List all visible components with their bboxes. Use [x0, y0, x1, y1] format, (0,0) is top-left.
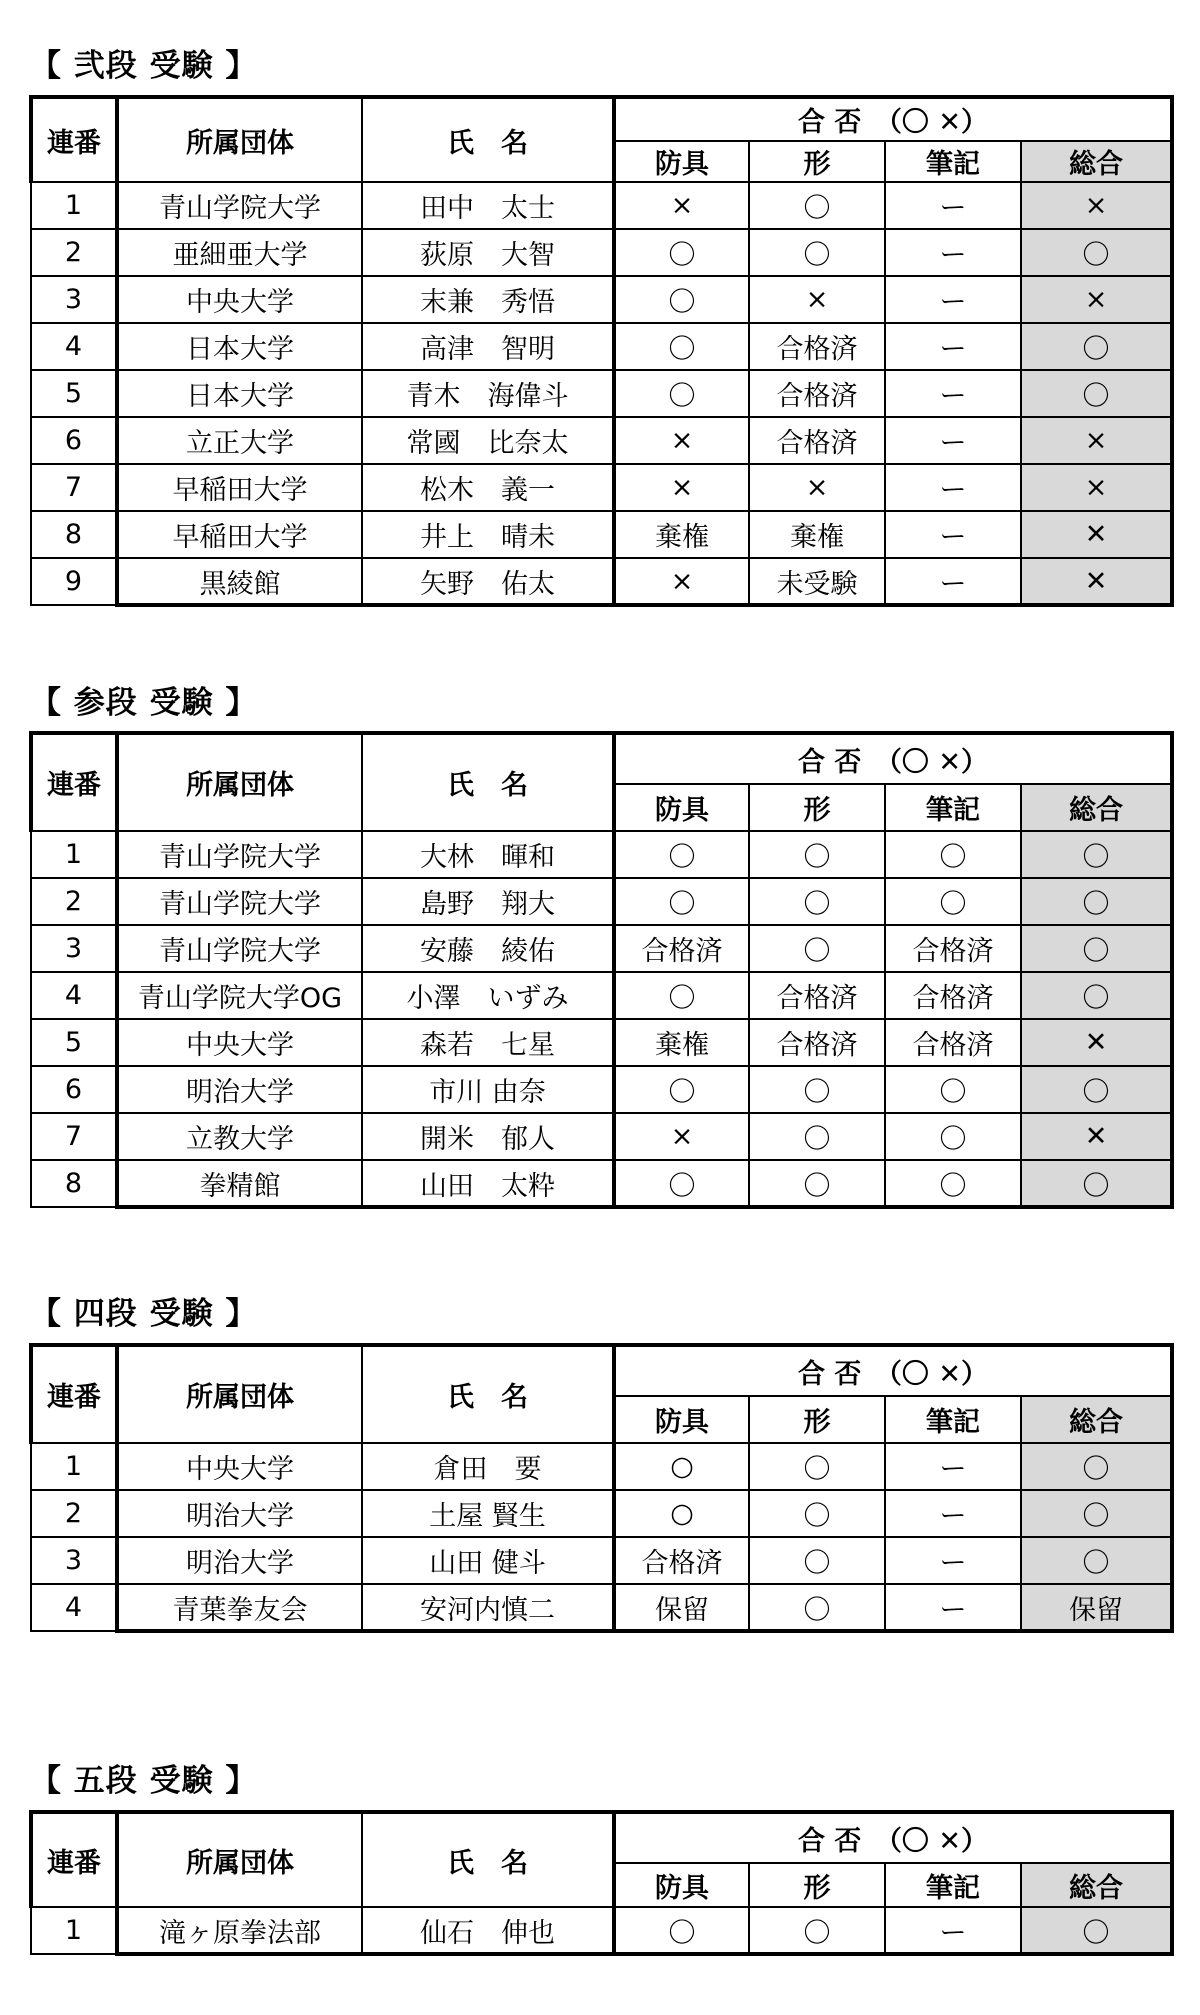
header-bougu: 防具: [614, 1396, 749, 1443]
header-name: 氏 名: [362, 1345, 614, 1443]
cell-no: 2: [31, 229, 117, 276]
table-row: [31, 1537, 1172, 1584]
section-title: 【 参段 受験 】: [30, 685, 258, 721]
cell-name: 田中 太士: [362, 182, 614, 229]
header-org: 所属団体: [117, 97, 362, 182]
cell-hikki: 〇: [885, 1066, 1021, 1113]
cell-name: 松木 義一: [362, 464, 614, 511]
table-row: [31, 464, 1172, 511]
header-no: 連番: [31, 1345, 117, 1443]
cell-hikki: 〇: [885, 1113, 1021, 1160]
cell-org: 黒綾館: [117, 558, 362, 605]
cell-bougu: 〇: [614, 972, 749, 1019]
table-row: [31, 1113, 1172, 1160]
section-title: 【 弐段 受験 】: [30, 48, 258, 84]
cell-bougu: 合格済: [614, 925, 749, 972]
header-sougou: 総合: [1021, 1396, 1172, 1443]
cell-name: 市川 由奈: [362, 1066, 614, 1113]
cell-no: 3: [31, 276, 117, 323]
table-row: [31, 417, 1172, 464]
cell-hikki: ー: [885, 417, 1021, 464]
cell-no: 4: [31, 972, 117, 1019]
header-bougu: 防具: [614, 1863, 749, 1907]
results-table: [29, 1343, 1174, 1633]
cell-hikki: ー: [885, 1907, 1021, 1954]
cell-kata: 〇: [749, 925, 885, 972]
cell-kata: 〇: [749, 1907, 885, 1954]
cell-kata: 〇: [749, 1443, 885, 1490]
cell-kata: 〇: [749, 229, 885, 276]
cell-kata: 合格済: [749, 417, 885, 464]
header-no: 連番: [31, 1812, 117, 1907]
cell-hikki: ー: [885, 464, 1021, 511]
cell-hikki: ー: [885, 1584, 1021, 1631]
header-sougou: 総合: [1021, 1863, 1172, 1907]
cell-no: 5: [31, 1019, 117, 1066]
cell-sougou: 〇: [1021, 972, 1172, 1019]
header-result: 合 否 （〇 ✕）: [614, 1345, 1172, 1396]
cell-hikki: ー: [885, 323, 1021, 370]
cell-kata: 棄権: [749, 511, 885, 558]
cell-no: 1: [31, 831, 117, 878]
header-no: 連番: [31, 97, 117, 182]
cell-sougou: ×: [1021, 464, 1172, 511]
header-kata: 形: [749, 1863, 885, 1907]
cell-kata: 〇: [749, 1584, 885, 1631]
table-row: [31, 1584, 1172, 1631]
cell-org: 青山学院大学: [117, 925, 362, 972]
cell-hikki: ー: [885, 1490, 1021, 1537]
cell-org: 明治大学: [117, 1066, 362, 1113]
cell-no: 3: [31, 1537, 117, 1584]
header-bougu: 防具: [614, 784, 749, 831]
cell-bougu: 〇: [614, 229, 749, 276]
cell-kata: 合格済: [749, 972, 885, 1019]
cell-no: 1: [31, 182, 117, 229]
cell-org: 青山学院大学: [117, 878, 362, 925]
cell-bougu: ○: [614, 1443, 749, 1490]
table-body: [31, 831, 1172, 1207]
cell-kata: 合格済: [749, 323, 885, 370]
header-hikki: 筆記: [885, 141, 1021, 182]
cell-no: 4: [31, 323, 117, 370]
header-org: 所属団体: [117, 1812, 362, 1907]
header-hikki: 筆記: [885, 784, 1021, 831]
cell-name: 山田 健斗: [362, 1537, 614, 1584]
cell-bougu: ○: [614, 1490, 749, 1537]
cell-name: 森若 七星: [362, 1019, 614, 1066]
cell-kata: 〇: [749, 1113, 885, 1160]
cell-org: 日本大学: [117, 323, 362, 370]
cell-sougou: 〇: [1021, 1490, 1172, 1537]
cell-no: 2: [31, 1490, 117, 1537]
cell-bougu: 〇: [614, 370, 749, 417]
table-row: [31, 370, 1172, 417]
cell-name: 小澤 いずみ: [362, 972, 614, 1019]
cell-bougu: 〇: [614, 878, 749, 925]
cell-no: 6: [31, 1066, 117, 1113]
table-row: [31, 1490, 1172, 1537]
cell-sougou: ×: [1021, 182, 1172, 229]
cell-kata: ×: [749, 276, 885, 323]
table-row: [31, 925, 1172, 972]
table-body: [31, 1443, 1172, 1631]
table-row: [31, 1019, 1172, 1066]
cell-sougou: 〇: [1021, 878, 1172, 925]
cell-org: 青山学院大学: [117, 182, 362, 229]
cell-no: 8: [31, 511, 117, 558]
cell-name: 安河内慎二: [362, 1584, 614, 1631]
table-row: [31, 972, 1172, 1019]
cell-no: 9: [31, 558, 117, 605]
header-name: 氏 名: [362, 1812, 614, 1907]
section-title: 【 五段 受験 】: [30, 1763, 258, 1799]
table-row: [31, 511, 1172, 558]
cell-sougou: 〇: [1021, 370, 1172, 417]
header-kata: 形: [749, 784, 885, 831]
cell-kata: ×: [749, 464, 885, 511]
cell-hikki: ー: [885, 558, 1021, 605]
header-kata: 形: [749, 141, 885, 182]
cell-kata: 〇: [749, 1490, 885, 1537]
cell-org: 中央大学: [117, 276, 362, 323]
cell-no: 1: [31, 1443, 117, 1490]
table-row: [31, 1160, 1172, 1207]
cell-hikki: 〇: [885, 878, 1021, 925]
cell-name: 末兼 秀悟: [362, 276, 614, 323]
cell-name: 荻原 大智: [362, 229, 614, 276]
cell-no: 2: [31, 878, 117, 925]
cell-name: 土屋 賢生: [362, 1490, 614, 1537]
table-row: [31, 276, 1172, 323]
header-org: 所属団体: [117, 733, 362, 831]
cell-kata: 〇: [749, 1537, 885, 1584]
header-hikki: 筆記: [885, 1396, 1021, 1443]
cell-bougu: 保留: [614, 1584, 749, 1631]
cell-name: 常國 比奈太: [362, 417, 614, 464]
cell-sougou: ✕: [1021, 1019, 1172, 1066]
cell-name: 安藤 綾佑: [362, 925, 614, 972]
cell-org: 中央大学: [117, 1443, 362, 1490]
cell-name: 井上 晴未: [362, 511, 614, 558]
header-no: 連番: [31, 733, 117, 831]
cell-sougou: 〇: [1021, 1443, 1172, 1490]
cell-bougu: 〇: [614, 1066, 749, 1113]
header-hikki: 筆記: [885, 1863, 1021, 1907]
table-row: [31, 831, 1172, 878]
header-kata: 形: [749, 1396, 885, 1443]
table-body: [31, 182, 1172, 605]
cell-name: 矢野 佑太: [362, 558, 614, 605]
cell-no: 8: [31, 1160, 117, 1207]
cell-org: 青葉拳友会: [117, 1584, 362, 1631]
cell-hikki: 〇: [885, 831, 1021, 878]
cell-kata: 〇: [749, 1066, 885, 1113]
header-result: 合 否 （〇 ✕）: [614, 1812, 1172, 1863]
table-row: [31, 1066, 1172, 1113]
cell-kata: 合格済: [749, 370, 885, 417]
table-body: [31, 1907, 1172, 1954]
table-row: [31, 1443, 1172, 1490]
cell-sougou: 〇: [1021, 1907, 1172, 1954]
cell-no: 3: [31, 925, 117, 972]
header-result: 合 否 （〇 ✕）: [614, 733, 1172, 784]
cell-kata: 〇: [749, 878, 885, 925]
cell-kata: 合格済: [749, 1019, 885, 1066]
cell-org: 立教大学: [117, 1113, 362, 1160]
cell-sougou: 〇: [1021, 1066, 1172, 1113]
cell-kata: 〇: [749, 1160, 885, 1207]
cell-name: 仙石 伸也: [362, 1907, 614, 1954]
cell-name: 大林 暉和: [362, 831, 614, 878]
cell-sougou: 〇: [1021, 323, 1172, 370]
cell-bougu: 棄権: [614, 511, 749, 558]
cell-bougu: 〇: [614, 1907, 749, 1954]
cell-bougu: ×: [614, 464, 749, 511]
cell-hikki: 合格済: [885, 925, 1021, 972]
cell-hikki: ー: [885, 1443, 1021, 1490]
header-name: 氏 名: [362, 733, 614, 831]
cell-org: 中央大学: [117, 1019, 362, 1066]
cell-hikki: 合格済: [885, 1019, 1021, 1066]
table-row: [31, 182, 1172, 229]
table-row: [31, 1907, 1172, 1954]
cell-kata: 〇: [749, 182, 885, 229]
cell-bougu: 合格済: [614, 1537, 749, 1584]
cell-kata: 未受験: [749, 558, 885, 605]
table-row: [31, 558, 1172, 605]
cell-bougu: ×: [614, 417, 749, 464]
header-bougu: 防具: [614, 141, 749, 182]
cell-hikki: ー: [885, 370, 1021, 417]
cell-org: 青山学院大学OG: [117, 972, 362, 1019]
cell-sougou: ✕: [1021, 1113, 1172, 1160]
cell-sougou: ✕: [1021, 558, 1172, 605]
cell-name: 高津 智明: [362, 323, 614, 370]
cell-bougu: 〇: [614, 323, 749, 370]
cell-sougou: 〇: [1021, 1160, 1172, 1207]
cell-org: 明治大学: [117, 1490, 362, 1537]
cell-hikki: ー: [885, 1537, 1021, 1584]
cell-hikki: ー: [885, 182, 1021, 229]
cell-hikki: 合格済: [885, 972, 1021, 1019]
cell-bougu: 〇: [614, 831, 749, 878]
cell-name: 倉田 要: [362, 1443, 614, 1490]
cell-name: 開米 郁人: [362, 1113, 614, 1160]
cell-bougu: ×: [614, 1113, 749, 1160]
cell-bougu: 棄権: [614, 1019, 749, 1066]
cell-org: 拳精館: [117, 1160, 362, 1207]
cell-bougu: ×: [614, 558, 749, 605]
cell-sougou: 〇: [1021, 925, 1172, 972]
cell-no: 5: [31, 370, 117, 417]
cell-hikki: ー: [885, 229, 1021, 276]
cell-org: 亜細亜大学: [117, 229, 362, 276]
table-row: [31, 878, 1172, 925]
cell-sougou: 保留: [1021, 1584, 1172, 1631]
cell-org: 立正大学: [117, 417, 362, 464]
cell-name: 島野 翔大: [362, 878, 614, 925]
cell-hikki: ー: [885, 276, 1021, 323]
cell-hikki: 〇: [885, 1160, 1021, 1207]
cell-no: 4: [31, 1584, 117, 1631]
cell-bougu: ×: [614, 182, 749, 229]
cell-name: 山田 太粋: [362, 1160, 614, 1207]
cell-org: 日本大学: [117, 370, 362, 417]
cell-sougou: 〇: [1021, 831, 1172, 878]
cell-sougou: ×: [1021, 276, 1172, 323]
header-result: 合 否 （〇 ✕）: [614, 97, 1172, 141]
cell-sougou: ✕: [1021, 511, 1172, 558]
cell-no: 7: [31, 1113, 117, 1160]
cell-no: 1: [31, 1907, 117, 1954]
header-name: 氏 名: [362, 97, 614, 182]
results-table: [29, 731, 1174, 1209]
cell-bougu: 〇: [614, 276, 749, 323]
header-sougou: 総合: [1021, 141, 1172, 182]
table-row: [31, 323, 1172, 370]
cell-name: 青木 海偉斗: [362, 370, 614, 417]
cell-org: 早稲田大学: [117, 464, 362, 511]
cell-org: 滝ヶ原拳法部: [117, 1907, 362, 1954]
results-table: [29, 1810, 1174, 1956]
cell-org: 早稲田大学: [117, 511, 362, 558]
cell-hikki: ー: [885, 511, 1021, 558]
cell-sougou: 〇: [1021, 229, 1172, 276]
section-title: 【 四段 受験 】: [30, 1296, 258, 1332]
cell-sougou: 〇: [1021, 1537, 1172, 1584]
header-org: 所属団体: [117, 1345, 362, 1443]
header-sougou: 総合: [1021, 784, 1172, 831]
cell-no: 7: [31, 464, 117, 511]
cell-org: 明治大学: [117, 1537, 362, 1584]
cell-sougou: ×: [1021, 417, 1172, 464]
cell-no: 6: [31, 417, 117, 464]
results-table: [29, 95, 1174, 607]
cell-bougu: 〇: [614, 1160, 749, 1207]
table-row: [31, 229, 1172, 276]
cell-kata: 〇: [749, 831, 885, 878]
cell-org: 青山学院大学: [117, 831, 362, 878]
